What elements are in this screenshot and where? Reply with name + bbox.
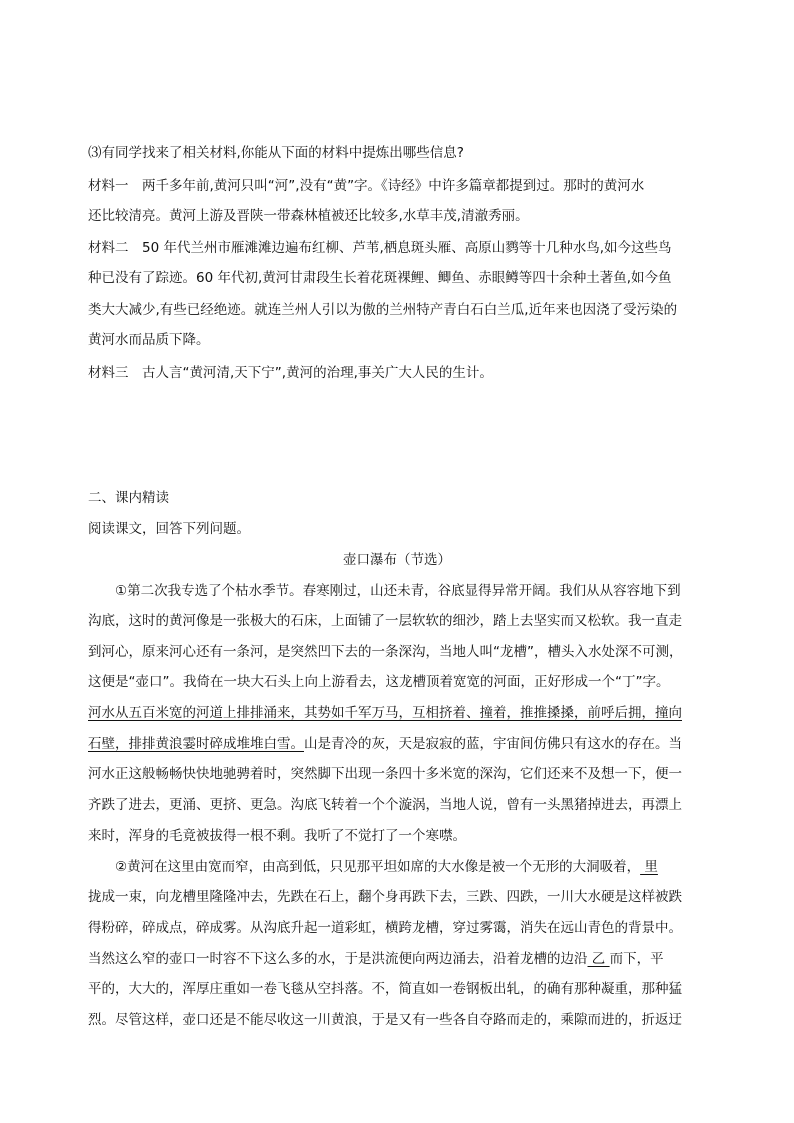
passage-title: 壶口瀑布（节选）	[343, 552, 451, 568]
underlined-sentence: 河水从五百米宽的河道上排排涌来，其势如千军万马，互相挤着、撞着，推推搡搡，前呼后拥，撞向	[88, 705, 682, 721]
reading-instruction: 阅读课文，回答下列问题。	[88, 521, 250, 537]
section-heading: 二、课内精读	[88, 490, 169, 506]
para1-line2: 沟底，这时的黄河像是一张极大的石床，上面铺了一层软软的细沙，踏上去坚实而又松软。我一直走	[88, 613, 682, 629]
material2-line3: 类大大减少,有些已经绝迹。就连兰州人引以为傲的兰州特产青白石白兰瓜,近年来也因浇了受污染的	[88, 302, 678, 318]
underlined-sentence-end: 石壁，排排黄浪霎时碎成堆堆白雪。	[88, 736, 304, 752]
material2-line2: 种已没有了踪迹。60 年代初,黄河甘肃段生长着花斑裸鲤、鲫鱼、赤眼鳟等四十余种土著鱼,如今鱼	[88, 270, 672, 286]
para2-line2: 拢成一束，向龙槽里隆隆冲去，先跌在石上，翻个身再跌下去，三跌、四跌，一川大水硬是这样被跌	[88, 889, 682, 905]
material2-line4: 黄河水而品质下降。	[88, 332, 210, 348]
para2-line1	[115, 857, 712, 877]
para1-line4: 这便是“壶口”。我倚在一块大石头上向上游看去，这龙槽顶着宽宽的河面，正好形成一个“丁”字。	[88, 674, 670, 690]
para1-line7: 河水正这般畅畅快快地驰骋着时，突然脚下出现一条四十多米宽的深沟，它们还来不及想一下，便一	[88, 766, 682, 782]
para1-line9: 来时，浑身的毛竟被拔得一根不剩。我听了不觉打了一个寒噤。	[88, 828, 466, 844]
material1-line2: 还比较清亮。黄河上游及晋陕一带森林植被还比较多,水草丰茂,清澈秀丽。	[88, 208, 529, 224]
para1-line1: ①第二次我专选了个枯水季节。春寒刚过，山还未青，谷底显得异常开阔。我们从从容容地下到	[115, 583, 681, 599]
para1-line6-rest: 山是青冷的灰，天是寂寂的蓝，宇宙间仿佛只有这水的存在。当	[304, 736, 682, 752]
para1-line5	[88, 703, 712, 723]
blank-yi: 乙	[587, 951, 610, 967]
para2-line6: 烈。尽管这样，壶口还是不能尽收这一川黄浪，于是又有一些各自夺路而走的，乘隙而进的，折返迂	[88, 1012, 682, 1028]
para2-line4	[88, 949, 712, 969]
para2-line4-rest: 而下，平	[609, 951, 664, 967]
para2-line1-text: ②黄河在这里由宽而窄，由高到低，只见那平坦如席的大水像是被一个无形的大洞吸着，	[115, 859, 641, 875]
para2-line4-text: 当然这么窄的壶口一时容不下这么多的水，于是洪流便向两边涌去，沿着龙槽的边沿	[88, 951, 588, 967]
para1-line8: 齐跌了进去，更涌、更挤、更急。沟底飞转着一个个漩涡，当地人说，曾有一头黑猪掉进去，再漂上	[88, 797, 682, 813]
para1-line3: 到河心，原来河心还有一条河，是突然凹下去的一条深沟，当地人叫“龙槽”，槽头入水处深不可测，	[88, 644, 683, 660]
para2-line5: 平的，大大的，浑厚庄重如一卷飞毯从空抖落。不，简直如一卷钢板出轧，的确有那种凝重，那种猛	[88, 981, 682, 997]
question3-prompt: ⑶有同学找来了相关材料,你能从下面的材料中提炼出哪些信息?	[88, 145, 464, 161]
material3-line1: 材料三 古人言“黄河清,天下宁”,黄河的治理,事关广大人民的生计。	[88, 365, 493, 381]
material2-line1: 材料二 50 年代兰州市雁滩滩边遍布红柳、芦苇,栖息斑头雁、高原山鹨等十几种水鸟,如今这些鸟	[88, 240, 672, 256]
para2-line3: 得粉碎，碎成点，碎成雾。从沟底升起一道彩虹，横跨龙槽，穿过雾霭，消失在远山青色的背景中。	[88, 920, 682, 936]
blank-jia: 里	[640, 859, 658, 875]
para1-line6	[88, 734, 712, 754]
material1-line1: 材料一 两千多年前,黄河只叫“河”,没有“黄”字。《诗经》中许多篇章都提到过。那时的黄河水	[88, 178, 645, 194]
